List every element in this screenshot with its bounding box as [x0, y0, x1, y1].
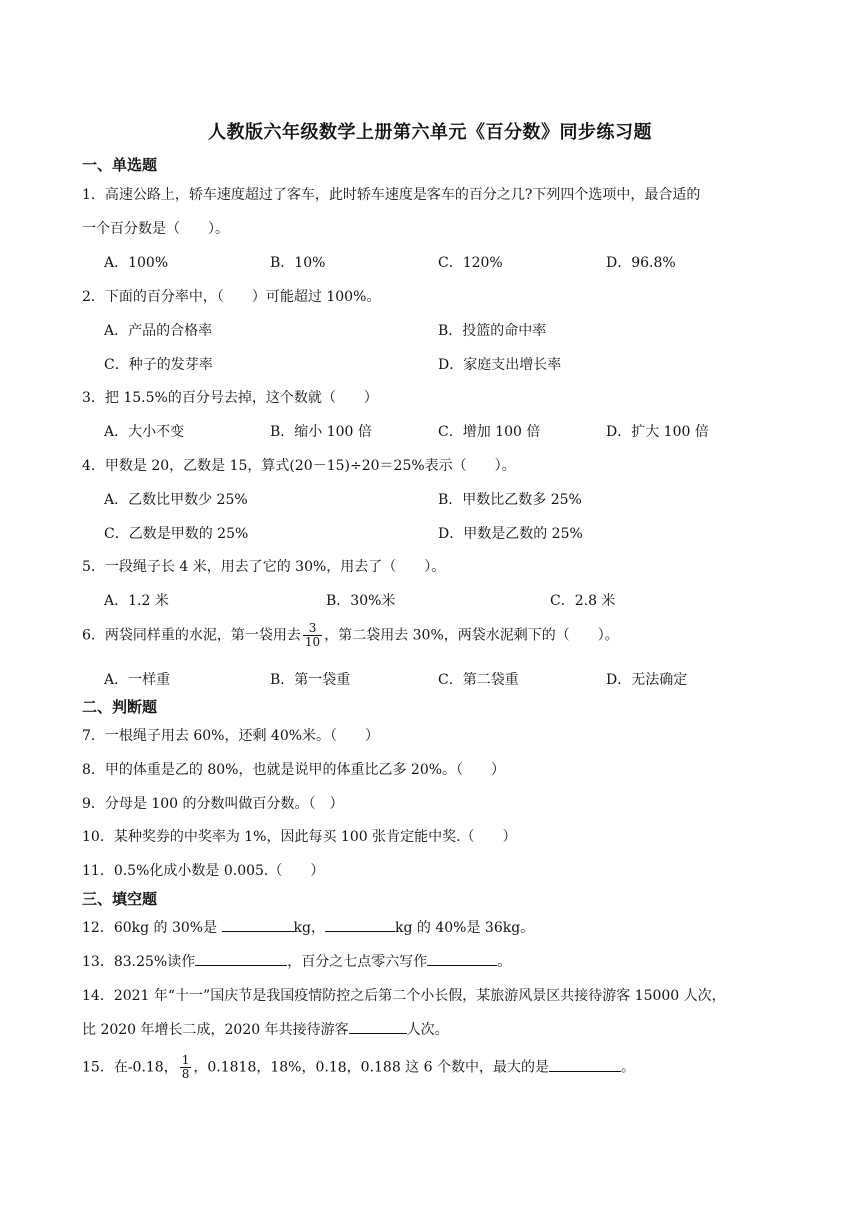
question-12-part-b: kg，: [293, 920, 325, 936]
fraction-numerator: 1: [181, 1053, 190, 1067]
repeating-digit: [338, 1060, 347, 1076]
question-2-option-b: B．投篮的命中率: [438, 323, 547, 339]
question-1-option-b: B．10%: [270, 255, 326, 271]
question-14-part-b: 人次。: [406, 1022, 449, 1038]
question-7-text: 7．一根绳子用去 60%，还剩 40%米。（ ）: [82, 728, 380, 744]
question-4-option-a: A．乙数比甲数少 25%: [104, 492, 248, 508]
question-6-option-a: A．一样重: [104, 672, 171, 688]
question-3-option-d: D．扩大 100 倍: [606, 424, 709, 440]
fraction-numerator: 3: [303, 622, 322, 636]
question-15-text: [82, 1054, 790, 1081]
question-14-line-2: [82, 1019, 790, 1039]
question-6-text-pre: 6．两袋同样重的水泥，第一袋用去: [82, 627, 301, 644]
question-15-part-d: ，0.188 这 6 个数中，最大的是: [346, 1059, 549, 1076]
repeating-digit-value: 8: [337, 1059, 347, 1076]
answer-blank[interactable]: [349, 1019, 407, 1034]
question-2-text: 2．下面的百分率中，（ ）可能超过 100%。: [82, 289, 381, 305]
question-4-option-d: D．甲数是乙数的 25%: [438, 526, 583, 542]
question-6-option-c: C．第二袋重: [438, 672, 519, 688]
question-6-option-d: D．无法确定: [606, 672, 688, 688]
answer-blank[interactable]: [427, 951, 497, 966]
question-3-option-a: A．大小不变: [104, 424, 185, 440]
question-4-option-b: B．甲数比乙数多 25%: [438, 492, 582, 508]
question-2-option-a: A．产品的合格率: [104, 323, 213, 339]
answer-blank[interactable]: [549, 1057, 621, 1072]
answer-blank[interactable]: [325, 917, 395, 932]
question-5-option-c: C．2.8 米: [550, 593, 616, 609]
question-3-text: 3．把 15.5%的百分号去掉，这个数就（ ）: [82, 390, 378, 406]
question-13-part-a: 13．83.25%读作: [82, 954, 196, 970]
section-heading-true-false: 二、判断题: [82, 698, 158, 716]
question-15-part-a: 15．在-0.18，: [82, 1059, 178, 1076]
question-13-part-b: ，百分之七点零六写作: [287, 954, 428, 970]
question-6-text: [82, 622, 790, 649]
question-6-option-b: B．第一袋重: [270, 672, 351, 688]
question-12-text: [82, 917, 790, 937]
question-5-text: 5．一段绳子长 4 米，用去了它的 30%，用去了（ ）。: [82, 559, 446, 575]
question-15-part-e: 。: [621, 1059, 635, 1076]
question-1-option-c: C．120%: [438, 255, 503, 271]
section-heading-fill-in: 三、填空题: [82, 890, 158, 908]
question-2-option-d: D．家庭支出增长率: [438, 357, 562, 373]
page-title: 人教版六年级数学上册第六单元《百分数》同步练习题: [208, 122, 652, 143]
question-3-option-b: B．缩小 100 倍: [270, 424, 372, 440]
question-5-option-a: A．1.2 米: [104, 593, 169, 609]
question-6-text-post: ，第二袋用去 30%，两袋水泥剩下的（ ）。: [324, 627, 619, 644]
question-9-text: 9．分母是 100 的分数叫做百分数。（ ）: [82, 796, 344, 812]
question-1-line-2: 一个百分数是（ ）。: [82, 221, 229, 237]
question-12-part-a: 12．60kg 的 30%是: [82, 920, 222, 936]
question-1-option-a: A．100%: [104, 255, 169, 271]
question-3-option-c: C．增加 100 倍: [438, 424, 541, 440]
question-5-option-b: B．30%米: [326, 593, 396, 609]
question-10-text: 10．某种奖券的中奖率为 1%，因此每买 100 张肯定能中奖.（ ）: [82, 829, 517, 845]
question-1-line-1: 1．高速公路上，轿车速度超过了客车，此时轿车速度是客车的百分之几?下列四个选项中，最合适的: [82, 187, 701, 203]
fraction-denominator: 8: [181, 1067, 190, 1081]
question-8-text: 8．甲的体重是乙的 80%，也就是说甲的体重比乙多 20%。（ ）: [82, 762, 506, 778]
answer-blank[interactable]: [195, 951, 287, 966]
section-heading-single-choice: 一、单选题: [82, 156, 158, 174]
question-13-part-c: 。: [497, 954, 512, 970]
fraction-denominator: 10: [304, 635, 321, 649]
question-4-option-c: C．乙数是甲数的 25%: [104, 526, 249, 542]
question-15-part-b: ，0.1818，18%，0.1: [193, 1059, 338, 1076]
question-12-part-c: kg 的 40%是 36kg。: [395, 920, 535, 936]
question-4-text: 4．甲数是 20，乙数是 15，算式(20－15)÷20＝25%表示（ ）。: [82, 458, 516, 474]
fraction-one-eighth: [180, 1054, 192, 1081]
fraction-three-tenths: [303, 622, 322, 649]
answer-blank[interactable]: [222, 917, 294, 932]
question-13-text: [82, 951, 790, 971]
question-1-option-d: D．96.8%: [606, 255, 676, 271]
question-11-text: 11．0.5%化成小数是 0.005.（ ）: [82, 863, 325, 879]
question-14-line-1: 14．2021 年“十一”国庆节是我国疫情防控之后第二个小长假，某旅游风景区共接待游客 15000 人次，: [82, 988, 726, 1004]
question-2-option-c: C．种子的发芽率: [104, 357, 213, 373]
question-14-part-a: 比 2020 年增长二成，2020 年共接待游客: [82, 1022, 349, 1038]
